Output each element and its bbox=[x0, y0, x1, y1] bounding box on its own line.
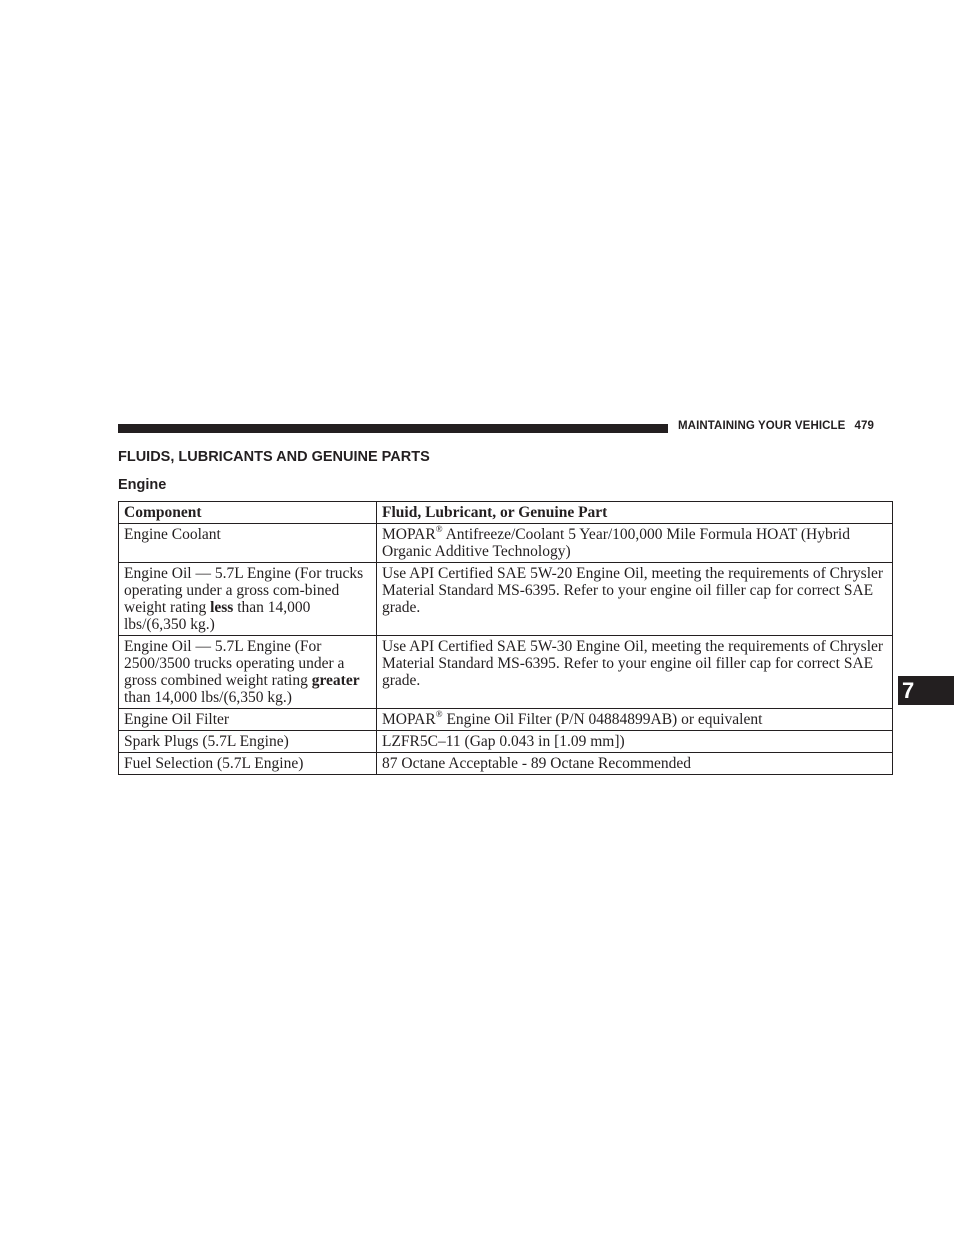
registered-mark: ® bbox=[435, 523, 443, 534]
header-section-title: MAINTAINING YOUR VEHICLE bbox=[678, 420, 846, 432]
column-header-component: Component bbox=[119, 502, 377, 524]
table-header-row bbox=[119, 502, 893, 524]
component-text: than 14,000 lbs/(6,350 kg.) bbox=[124, 599, 311, 633]
table-row bbox=[119, 709, 893, 731]
brand-text: MOPAR bbox=[382, 711, 436, 728]
brand-text: MOPAR bbox=[382, 526, 436, 543]
fluid-cell bbox=[377, 709, 893, 731]
table-row bbox=[119, 753, 893, 775]
fluid-cell bbox=[377, 524, 893, 563]
section-title: FLUIDS, LUBRICANTS AND GENUINE PARTS bbox=[118, 449, 430, 465]
component-cell: Engine Oil Filter bbox=[119, 709, 377, 731]
subsection-title: Engine bbox=[118, 477, 167, 493]
header-rule bbox=[118, 424, 668, 433]
table-row bbox=[119, 563, 893, 636]
component-text: Engine Oil — 5.7L Engine (For trucks operating under a gross com-bined weight rating bbox=[124, 565, 364, 616]
fluid-text: Antifreeze/Coolant 5 Year/100,000 Mile Formula HOAT (Hybrid Organic Additive Technology) bbox=[382, 526, 850, 560]
component-cell bbox=[119, 563, 377, 636]
component-cell bbox=[119, 636, 377, 709]
table-row bbox=[119, 636, 893, 709]
component-text: than 14,000 lbs/(6,350 kg.) bbox=[124, 689, 292, 706]
fluid-cell: LZFR5C–11 (Gap 0.043 in [1.09 mm]) bbox=[377, 731, 893, 753]
running-header bbox=[678, 420, 892, 436]
fluid-text: Engine Oil Filter (P/N 04884899AB) or equivalent bbox=[442, 711, 763, 728]
component-cell: Fuel Selection (5.7L Engine) bbox=[119, 753, 377, 775]
page-number: 479 bbox=[854, 420, 874, 432]
component-cell: Engine Coolant bbox=[119, 524, 377, 563]
table-row bbox=[119, 731, 893, 753]
component-emphasis: less bbox=[210, 599, 234, 616]
component-text: Engine Oil — 5.7L Engine (For 2500/3500 trucks operating under a gross combined weight rating bbox=[124, 638, 345, 689]
fluid-cell: Use API Certified SAE 5W-20 Engine Oil, meeting the requirements of Chrysler Material Standard MS-6395. Refer to your engine oil filler cap for correct SAE grade. bbox=[377, 563, 893, 636]
column-header-fluid: Fluid, Lubricant, or Genuine Part bbox=[377, 502, 893, 524]
fluid-cell: 87 Octane Acceptable - 89 Octane Recommended bbox=[377, 753, 893, 775]
table-row bbox=[119, 524, 893, 563]
fluids-table bbox=[118, 501, 893, 775]
component-cell: Spark Plugs (5.7L Engine) bbox=[119, 731, 377, 753]
registered-mark: ® bbox=[435, 708, 443, 719]
fluid-cell: Use API Certified SAE 5W-30 Engine Oil, meeting the requirements of Chrysler Material Standard MS-6395. Refer to your engine oil filler cap for correct SAE grade. bbox=[377, 636, 893, 709]
chapter-tab: 7 bbox=[898, 676, 954, 705]
component-emphasis: greater bbox=[311, 672, 360, 689]
